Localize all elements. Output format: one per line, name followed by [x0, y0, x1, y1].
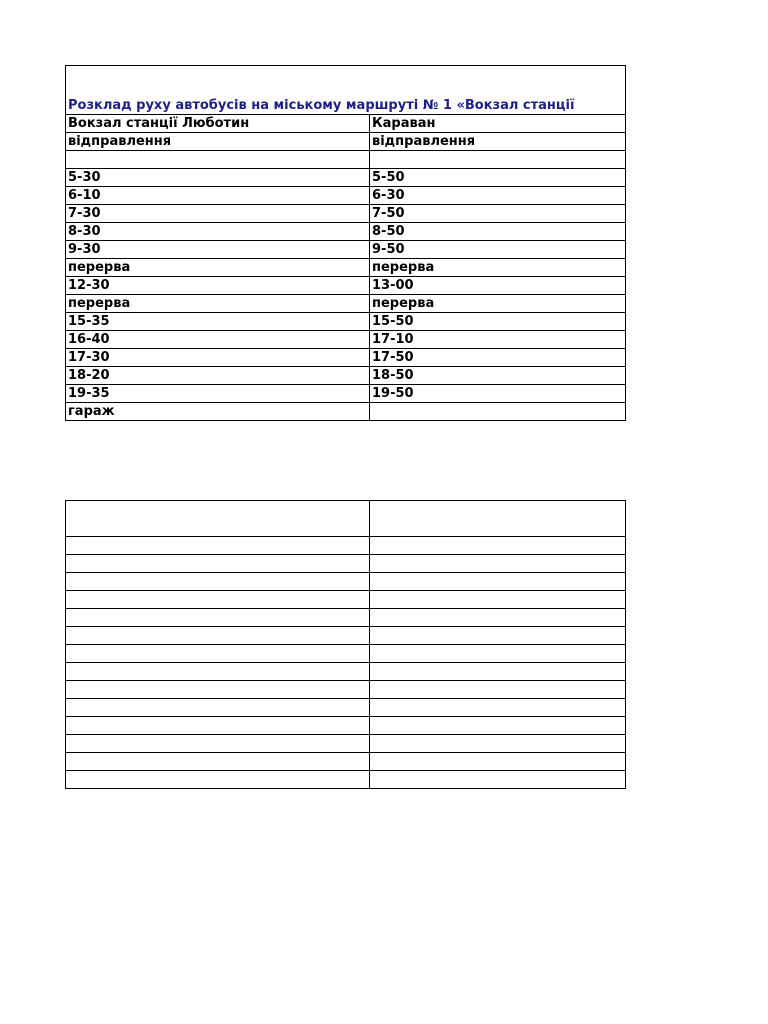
blank-row: [66, 555, 626, 573]
departure-station: 5-30: [66, 169, 370, 187]
blank-cell: [66, 663, 370, 681]
blank-cell: [370, 627, 626, 645]
departure-station: гараж: [66, 403, 370, 421]
departure-station: перерва: [66, 295, 370, 313]
departure-karavan: 17-10: [370, 331, 626, 349]
table-row: [66, 205, 626, 223]
departure-karavan: 9-50: [370, 241, 626, 259]
departure-station: 19-35: [66, 385, 370, 403]
departure-station: 12-30: [66, 277, 370, 295]
blank-row: [66, 735, 626, 753]
departure-station: 6-10: [66, 187, 370, 205]
table-row: [66, 367, 626, 385]
blank-cell: [370, 735, 626, 753]
blank-row: [66, 717, 626, 735]
blank-cell: [66, 555, 370, 573]
table-row: [66, 259, 626, 277]
blank-cell: [66, 627, 370, 645]
departure-karavan: 5-50: [370, 169, 626, 187]
blank-cell: [370, 699, 626, 717]
blank-row: [66, 681, 626, 699]
table-row: [66, 331, 626, 349]
blank-row: [66, 591, 626, 609]
blank-table: [65, 500, 626, 789]
table-row: [66, 385, 626, 403]
blank-cell: [66, 591, 370, 609]
blank-cell: [370, 681, 626, 699]
departure-karavan: 6-30: [370, 187, 626, 205]
blank-row: [66, 573, 626, 591]
table-row: [66, 223, 626, 241]
table-row: [66, 349, 626, 367]
blank-cell: [370, 501, 626, 537]
blank-cell: [370, 753, 626, 771]
blank-cell: [66, 681, 370, 699]
table-row: [66, 151, 626, 169]
departure-karavan: перерва: [370, 295, 626, 313]
blank-cell: [370, 609, 626, 627]
blank-row: [66, 627, 626, 645]
blank-row: [66, 699, 626, 717]
blank-cell: [66, 699, 370, 717]
table-row: [66, 169, 626, 187]
blank-cell: [370, 645, 626, 663]
table-row: [66, 241, 626, 259]
blank-cell: [66, 573, 370, 591]
blank-row: [66, 663, 626, 681]
table-row: [66, 187, 626, 205]
departure-station: 16-40: [66, 331, 370, 349]
blank-cell: [66, 771, 370, 789]
departure-karavan: 13-00: [370, 277, 626, 295]
blank-cell: [370, 537, 626, 555]
blank-row: [66, 753, 626, 771]
departure-station: 8-30: [66, 223, 370, 241]
column-header-karavan: Караван: [370, 115, 626, 133]
blank-cell: [66, 735, 370, 753]
blank-cell: [370, 717, 626, 735]
departure-karavan: 18-50: [370, 367, 626, 385]
departure-station: [66, 151, 370, 169]
blank-cell: [370, 555, 626, 573]
departure-station: перерва: [66, 259, 370, 277]
departure-karavan: 7-50: [370, 205, 626, 223]
column-subheader-karavan: відправлення: [370, 133, 626, 151]
departure-station: 9-30: [66, 241, 370, 259]
blank-cell: [370, 573, 626, 591]
column-header-station: Вокзал станції Люботин: [66, 115, 370, 133]
departure-karavan: 19-50: [370, 385, 626, 403]
blank-row: [66, 771, 626, 789]
column-subheader-station: відправлення: [66, 133, 370, 151]
blank-cell: [66, 609, 370, 627]
departure-karavan: 8-50: [370, 223, 626, 241]
blank-cell: [370, 591, 626, 609]
blank-cell: [66, 753, 370, 771]
departure-station: 15-35: [66, 313, 370, 331]
schedule-title: Розклад руху автобусів на міському маршруті № 1 «Вокзал станції: [66, 66, 626, 115]
departure-karavan: [370, 403, 626, 421]
departure-karavan: 15-50: [370, 313, 626, 331]
departure-station: 17-30: [66, 349, 370, 367]
departure-karavan: 17-50: [370, 349, 626, 367]
departure-karavan: [370, 151, 626, 169]
blank-cell: [66, 717, 370, 735]
blank-row: [66, 609, 626, 627]
blank-cell: [66, 645, 370, 663]
blank-cell: [66, 501, 370, 537]
departure-station: 18-20: [66, 367, 370, 385]
blank-cell: [370, 663, 626, 681]
blank-row: [66, 537, 626, 555]
table-row: [66, 313, 626, 331]
table-row: [66, 403, 626, 421]
table-row: [66, 295, 626, 313]
departure-karavan: перерва: [370, 259, 626, 277]
blank-cell: [66, 537, 370, 555]
blank-cell: [370, 771, 626, 789]
schedule-table: [65, 65, 626, 421]
departure-station: 7-30: [66, 205, 370, 223]
table-row: [66, 277, 626, 295]
blank-row: [66, 645, 626, 663]
